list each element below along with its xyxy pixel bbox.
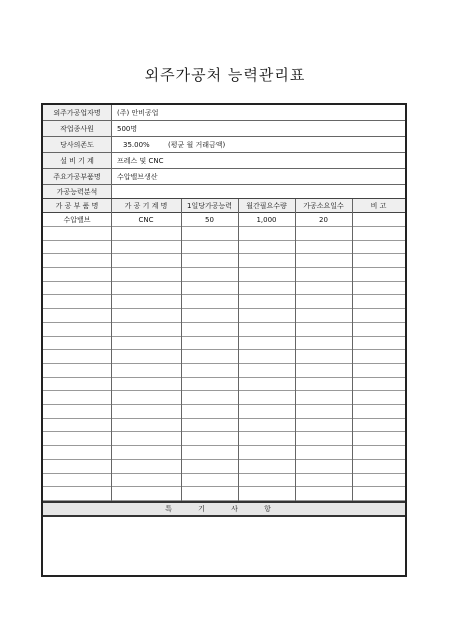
info-row-dependency [43,137,405,153]
table-row [43,254,405,268]
column-divider [295,199,296,501]
table-row [43,474,405,488]
table-row [43,241,405,255]
column-header: 비 고 [370,201,387,210]
column-header: 가공소요일수 [303,201,344,210]
table-row [43,323,405,337]
info-label: 설 비 기 계 [43,153,112,168]
table-row [43,433,405,447]
cell-daily: 50 [205,215,214,224]
table-row [43,378,405,392]
info-label: 외주가공업자명 [43,105,112,120]
column-divider [352,199,353,501]
info-value: 프레스 및 CNC [117,156,164,165]
info-note: (평균 월 거래금액) [168,140,226,149]
info-label: 작업종사원 [43,121,112,136]
info-value: (주) 안비공업 [117,108,159,117]
capacity-form [41,103,407,577]
info-row-parts [43,169,405,185]
table-row [43,227,405,241]
table-row [43,309,405,323]
column-header: 가 공 부 품 명 [55,201,99,210]
table-row [43,405,405,419]
table-row [43,419,405,433]
cell-monthly: 1,000 [256,215,277,224]
table-row [43,350,405,364]
table-row [43,282,405,296]
cell-part: 수압밸브 [63,215,91,224]
info-row-company [43,105,405,121]
table-row [43,460,405,474]
table-header [43,199,405,213]
page-title: 외주가공처 능력관리표 [144,66,306,84]
cell-days: 20 [319,215,328,224]
info-row-analysis [43,185,405,199]
column-header: 월간필요수량 [246,201,287,210]
info-label: 주요가공부품명 [43,169,112,184]
table-row [43,391,405,405]
info-label: 가공능력분석 [43,185,112,198]
table-row [43,213,405,227]
info-value: 35.00% [123,140,150,149]
table-row [43,268,405,282]
column-header: 1일당가공능력 [186,201,233,210]
info-value: 500명 [117,124,138,133]
column-divider [238,199,239,501]
special-notes-area [43,517,405,575]
info-value: 수압밸브생산 [117,172,158,181]
table-row [43,487,405,501]
table-row [43,337,405,351]
column-header: 가 공 기 계 명 [124,201,168,210]
table-row [43,446,405,460]
table-row [43,364,405,378]
info-row-equipment [43,153,405,169]
column-divider [111,199,112,501]
special-notes-header: 특 기 사 항 [43,501,405,517]
table-row [43,296,405,310]
info-label: 당사의존도 [43,137,112,152]
info-row-workers [43,121,405,137]
cell-note [352,213,405,226]
column-divider [181,199,182,501]
cell-machine: CNC [138,215,154,224]
